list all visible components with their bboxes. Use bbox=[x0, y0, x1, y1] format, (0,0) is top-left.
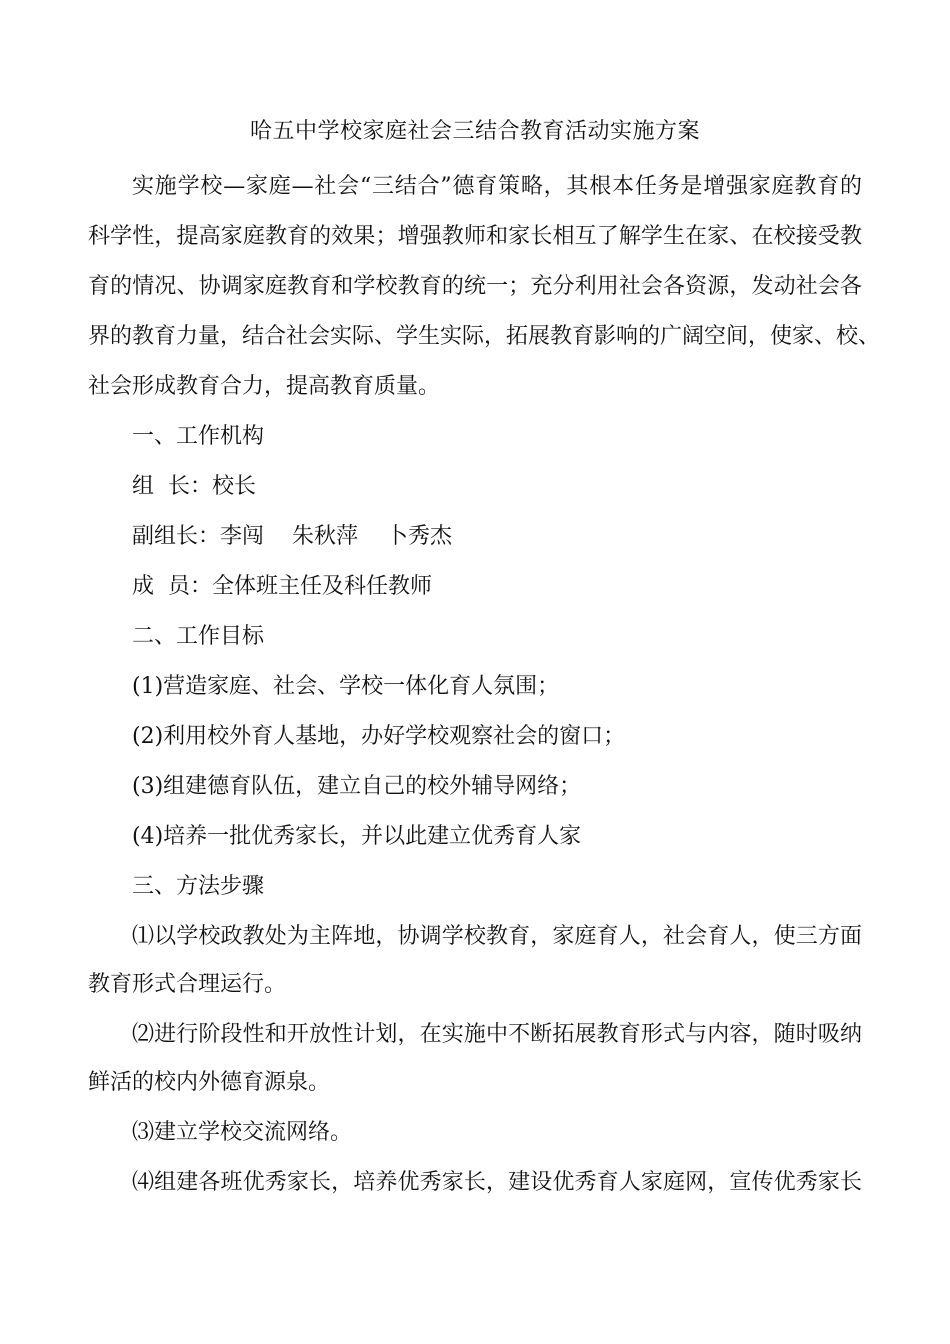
step2-line-1: ⑵进行阶段性和开放性计划，在实施中不断拓展教育形式与内容，随时吸纳 bbox=[132, 1022, 862, 1047]
goal-item-2: (2)利用校外育人基地，办好学校观察社会的窗口； bbox=[132, 724, 626, 749]
intro-line-5: 社会形成教育合力，提高教育质量。 bbox=[88, 374, 441, 399]
goal-item-1: (1)营造家庭、社会、学校一体化育人氛围； bbox=[132, 674, 560, 699]
step1-line-1: ⑴以学校政教处为主阵地，协调学校教育，家庭育人，社会育人，使三方面 bbox=[132, 924, 862, 949]
document-title: 哈五中学校家庭社会三结合教育活动实施方案 bbox=[249, 119, 700, 144]
intro-line-3: 育的情况、协调家庭教育和学校教育的统一；充分利用社会各资源，发动社会各 bbox=[88, 274, 862, 299]
intro-line-4: 界的教育力量，结合社会实际、学生实际，拓展教育影响的广阔空间，使家、校、 bbox=[88, 324, 881, 349]
intro-line-2: 科学性，提高家庭教育的效果；增强教师和家长相互了解学生在家、在校接受教 bbox=[88, 224, 862, 249]
intro-line-1: 实施学校—家庭—社会“三结合”德育策略，其根本任务是增强家庭教育的 bbox=[132, 174, 862, 199]
section1-members: 成 员：全体班主任及科任教师 bbox=[132, 574, 432, 599]
section1-deputy: 副组长：李闯 朱秋萍 卜秀杰 bbox=[132, 524, 452, 549]
section1-leader: 组 长：校长 bbox=[132, 474, 256, 499]
section2-heading: 二、工作目标 bbox=[132, 624, 265, 649]
step2-line-2: 鲜活的校内外德育源泉。 bbox=[88, 1070, 331, 1095]
goal-item-4: (4)培养一批优秀家长，并以此建立优秀育人家 bbox=[132, 824, 582, 849]
step4-line-1: ⑷组建各班优秀家长，培养优秀家长，建设优秀育人家庭网，宣传优秀家长 bbox=[132, 1170, 862, 1195]
step3-line: ⑶建立学校交流网络。 bbox=[132, 1120, 353, 1145]
section3-heading: 三、方法步骤 bbox=[132, 874, 265, 899]
goal-item-3: (3)组建德育队伍，建立自己的校外辅导网络； bbox=[132, 774, 582, 799]
section1-heading: 一、工作机构 bbox=[132, 424, 265, 449]
step1-line-2: 教育形式合理运行。 bbox=[88, 972, 287, 997]
